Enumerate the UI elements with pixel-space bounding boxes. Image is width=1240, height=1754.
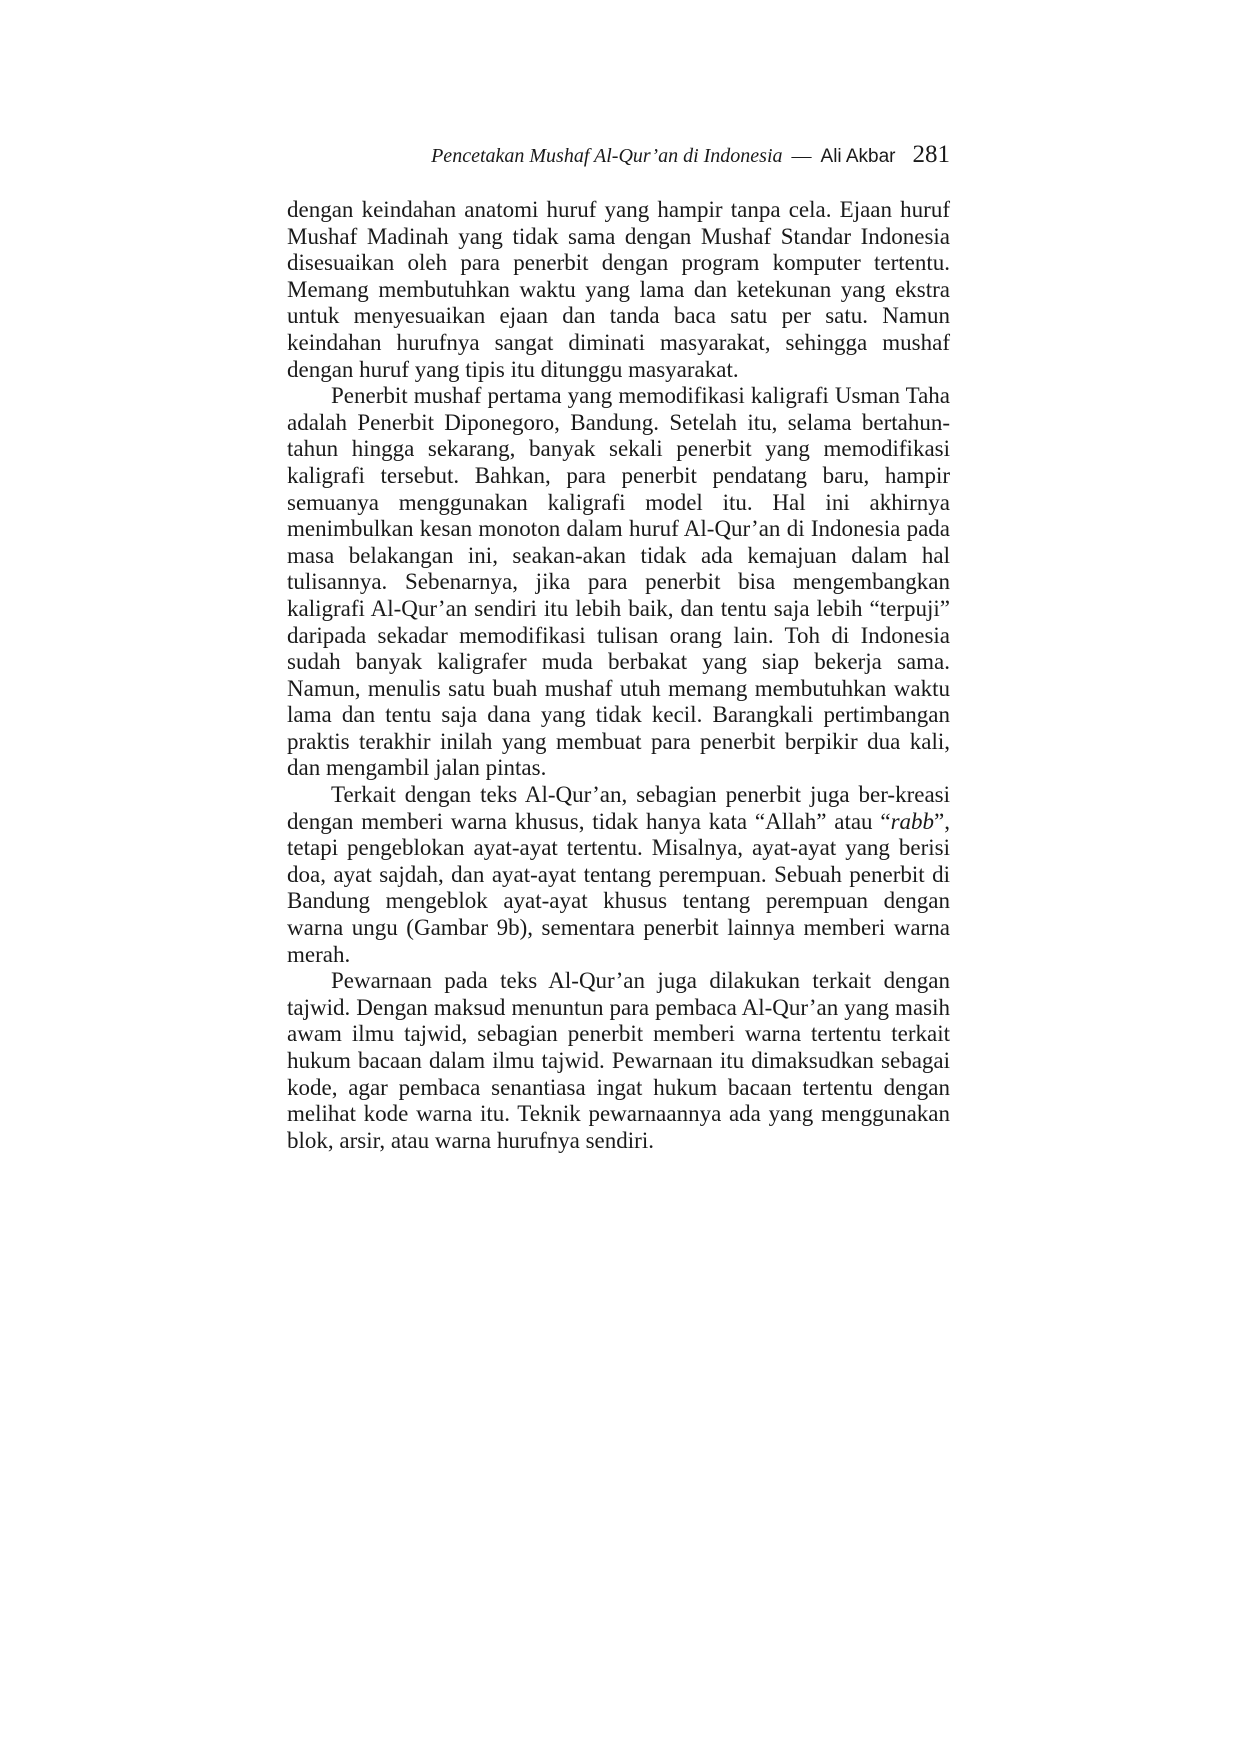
header-book-title: Pencetakan Mushaf Al-Qur’an di Indonesia xyxy=(431,145,783,167)
paragraph-1: dengan keindahan anatomi huruf yang hampir tanpa cela. Ejaan huruf Mushaf Madinah yang tidak sama dengan Mushaf Standar Indonesia disesuaikan oleh para penerbit dengan program komputer tertentu. Memang membutuhkan waktu yang lama dan ketekunan yang ekstra untuk menyesuaikan ejaan dan tanda baca satu per satu. Namun keindahan hurufnya sangat diminati masyarakat, sehingga mushaf dengan huruf yang tipis itu ditunggu masyarakat. xyxy=(287,197,950,382)
paragraph-3 xyxy=(287,782,950,968)
running-header xyxy=(287,140,950,172)
paragraph-4: Pewarnaan pada teks Al-Qur’an juga dilakukan terkait dengan tajwid. Dengan maksud menuntun para pembaca Al-Qur’an yang masih awam ilmu tajwid, sebagian penerbit memberi warna tertentu terkait hukum bacaan dalam ilmu tajwid. Pewarnaan itu dimaksudkan sebagai kode, agar pembaca senantiasa ingat hukum bacaan tertentu dengan melihat kode warna itu. Teknik pewarnaannya ada yang menggunakan blok, arsir, atau warna hurufnya sendiri. xyxy=(287,968,950,1153)
header-author: Ali Akbar xyxy=(820,146,896,167)
header-dash: — xyxy=(791,145,812,167)
paragraph-3-part-1: Terkait dengan teks Al-Qur’an, sebagian penerbit juga ber-kreasi dengan memberi warna khusus, tidak hanya kata “Allah” atau “ xyxy=(287,782,950,834)
body-text xyxy=(287,197,950,1154)
paragraph-2: Penerbit mushaf pertama yang memodifikasi kaligrafi Usman Taha adalah Penerbit Diponegoro, Bandung. Setelah itu, selama bertahun-tahun hingga sekarang, banyak sekali penerbit yang memodifikasi kaligrafi tersebut. Bahkan, para penerbit pendatang baru, hampir semuanya menggunakan kaligrafi model itu. Hal ini akhirnya menimbulkan kesan monoton dalam huruf Al-Qur’an di Indonesia pada masa belakangan ini, seakan-akan tidak ada kemajuan dalam hal tulisannya. Sebenarnya, jika para penerbit bisa mengembangkan kaligrafi Al-Qur’an sendiri itu lebih baik, dan tentu saja lebih “terpuji” daripada sekadar memodifikasi tulisan orang lain. Toh di Indonesia sudah banyak kaligrafer muda berbakat yang siap bekerja sama. Namun, menulis satu buah mushaf utuh memang membutuhkan waktu lama dan tentu saja dana yang tidak kecil. Barangkali pertimbangan praktis terakhir inilah yang membuat para penerbit berpikir dua kali, dan mengambil jalan pintas. xyxy=(287,383,950,781)
italic-term-rabb: rabb xyxy=(890,808,935,834)
page-number: 281 xyxy=(912,141,950,168)
paragraph-3-part-2: ”, tetapi pengeblokan ayat-ayat tertentu. Misalnya, ayat-ayat yang berisi doa, ayat sajdah, dan ayat-ayat tentang perempuan. Sebuah penerbit di Bandung mengeblok ayat-ayat khusus tentang perempuan dengan warna ungu (Gambar 9b), sementara penerbit lainnya memberi warna merah. xyxy=(287,808,950,967)
